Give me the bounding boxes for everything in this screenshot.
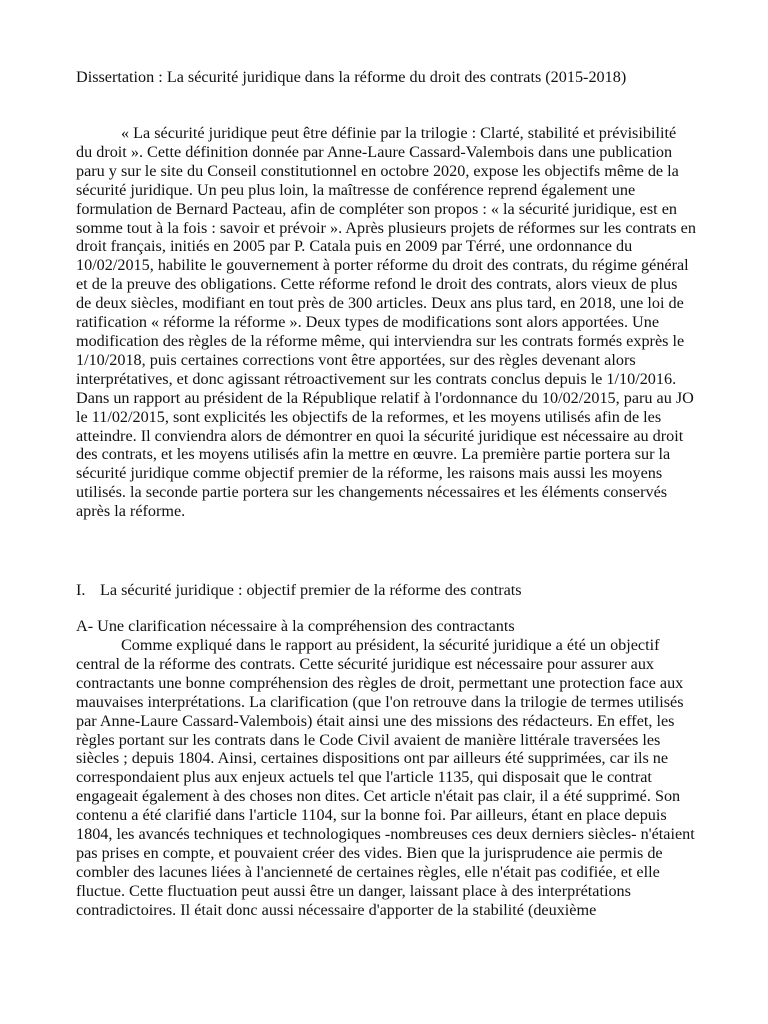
body-paragraph: Comme expliqué dans le rapport au président, la sécurité juridique a été un objectif central de la réforme des contrats. Cette sécurité juridique est nécessaire pour assurer aux contractants une bonne compréhension des règles de droit, permettant une protection face aux mauvaises interprétations. La clarification (que l'on retrouve dans la trilogie de termes utilisés par Anne-Laure Cassard-Valembois) était ainsi une des missions des rédacteurs. En effet, les règles portant sur les contrats dans le Code Civil avaient de manière littérale traversées les siècles ; depuis 1804. Ainsi, certaines dispositions ont par ailleurs été supprimées, car ils ne correspondaient plus aux enjeux actuels tel que l'article 1135, qui disposait que le contrat engageait également à des choses non dites. Cet article n'était pas clair, il a été supprimé. Son contenu a été clarifié dans l'article 1104, sur la bonne foi. Par ailleurs, étant en place depuis 1804, les avancés techniques et technologiques -nombreuses ces deux derniers siècles- n'étaient pas prises en compte, et pouvaient créer des vides. Bien que la jurisprudence aie permis de combler des lacunes liées à l'ancienneté de certaines règles, elle n'était pas codifiée, et elle fluctue. Cette fluctuation peut aussi être un danger, laissant place à des interprétations contradictoires. Il était donc aussi nécessaire d'apporter de la stabilité (deuxième	[76, 636, 695, 919]
section-title: La sécurité juridique : objectif premier de la réforme des contrats	[100, 581, 522, 599]
section-heading	[76, 581, 720, 600]
subsection-title: A- Une clarification nécessaire à la compréhension des contractants	[76, 617, 515, 635]
intro-paragraph: « La sécurité juridique peut être définie par la trilogie : Clarté, stabilité et prévisibilité du droit ». Cette définition donnée par Anne-Laure Cassard-Valembois dans une publication paru y sur le site du Conseil constitutionnel en octobre 2020, expose les objectifs même de la sécurité juridique. Un peu plus loin, la maîtresse de conférence reprend également une formulation de Bernard Pacteau, afin de compléter son propos : « la sécurité juridique, est en somme tout à la fois : savoir et prévoir ». Après plusieurs projets de réformes sur les contrats en droit français, initiés en 2005 par P. Catala puis en 2009 par Térré, une ordonnance du 10/02/2015, habilite le gouvernement à porter réforme du droit des contrats, du régime général et de la preuve des obligations. Cette réforme refond le droit des contrats, alors vieux de plus de deux siècles, modifiant en tout près de 300 articles. Deux ans plus tard, en 2018, une loi de ratification « réforme la réforme ». Deux types de modifications sont alors apportées. Une modification des règles de la réforme même, qui interviendra sur les contrats formés exprès le 1/10/2018, puis certaines corrections vont être apportées, sur des règles devenant alors interprétatives, et donc agissant rétroactivement sur les contrats conclus depuis le 1/10/2016. Dans un rapport au président de la République relatif à l'ordonnance du 10/02/2015, paru au JO le 11/02/2015, sont explicités les objectifs de la reformes, et les moyens utilisés afin de les atteindre. Il conviendra alors de démontrer en quoi la sécurité juridique est nécessaire au droit des contrats, et les moyens utilisés afin la mettre en œuvre. La première partie portera sur la sécurité juridique comme objectif premier de la réforme, les raisons mais aussi les moyens utilisés. la seconde partie portera sur les changements nécessaires et les éléments conservés après la réforme.	[76, 124, 696, 521]
document-title: Dissertation : La sécurité juridique dans la réforme du droit des contrats (2015-2018)	[76, 68, 627, 86]
section-number: I.	[76, 581, 86, 599]
